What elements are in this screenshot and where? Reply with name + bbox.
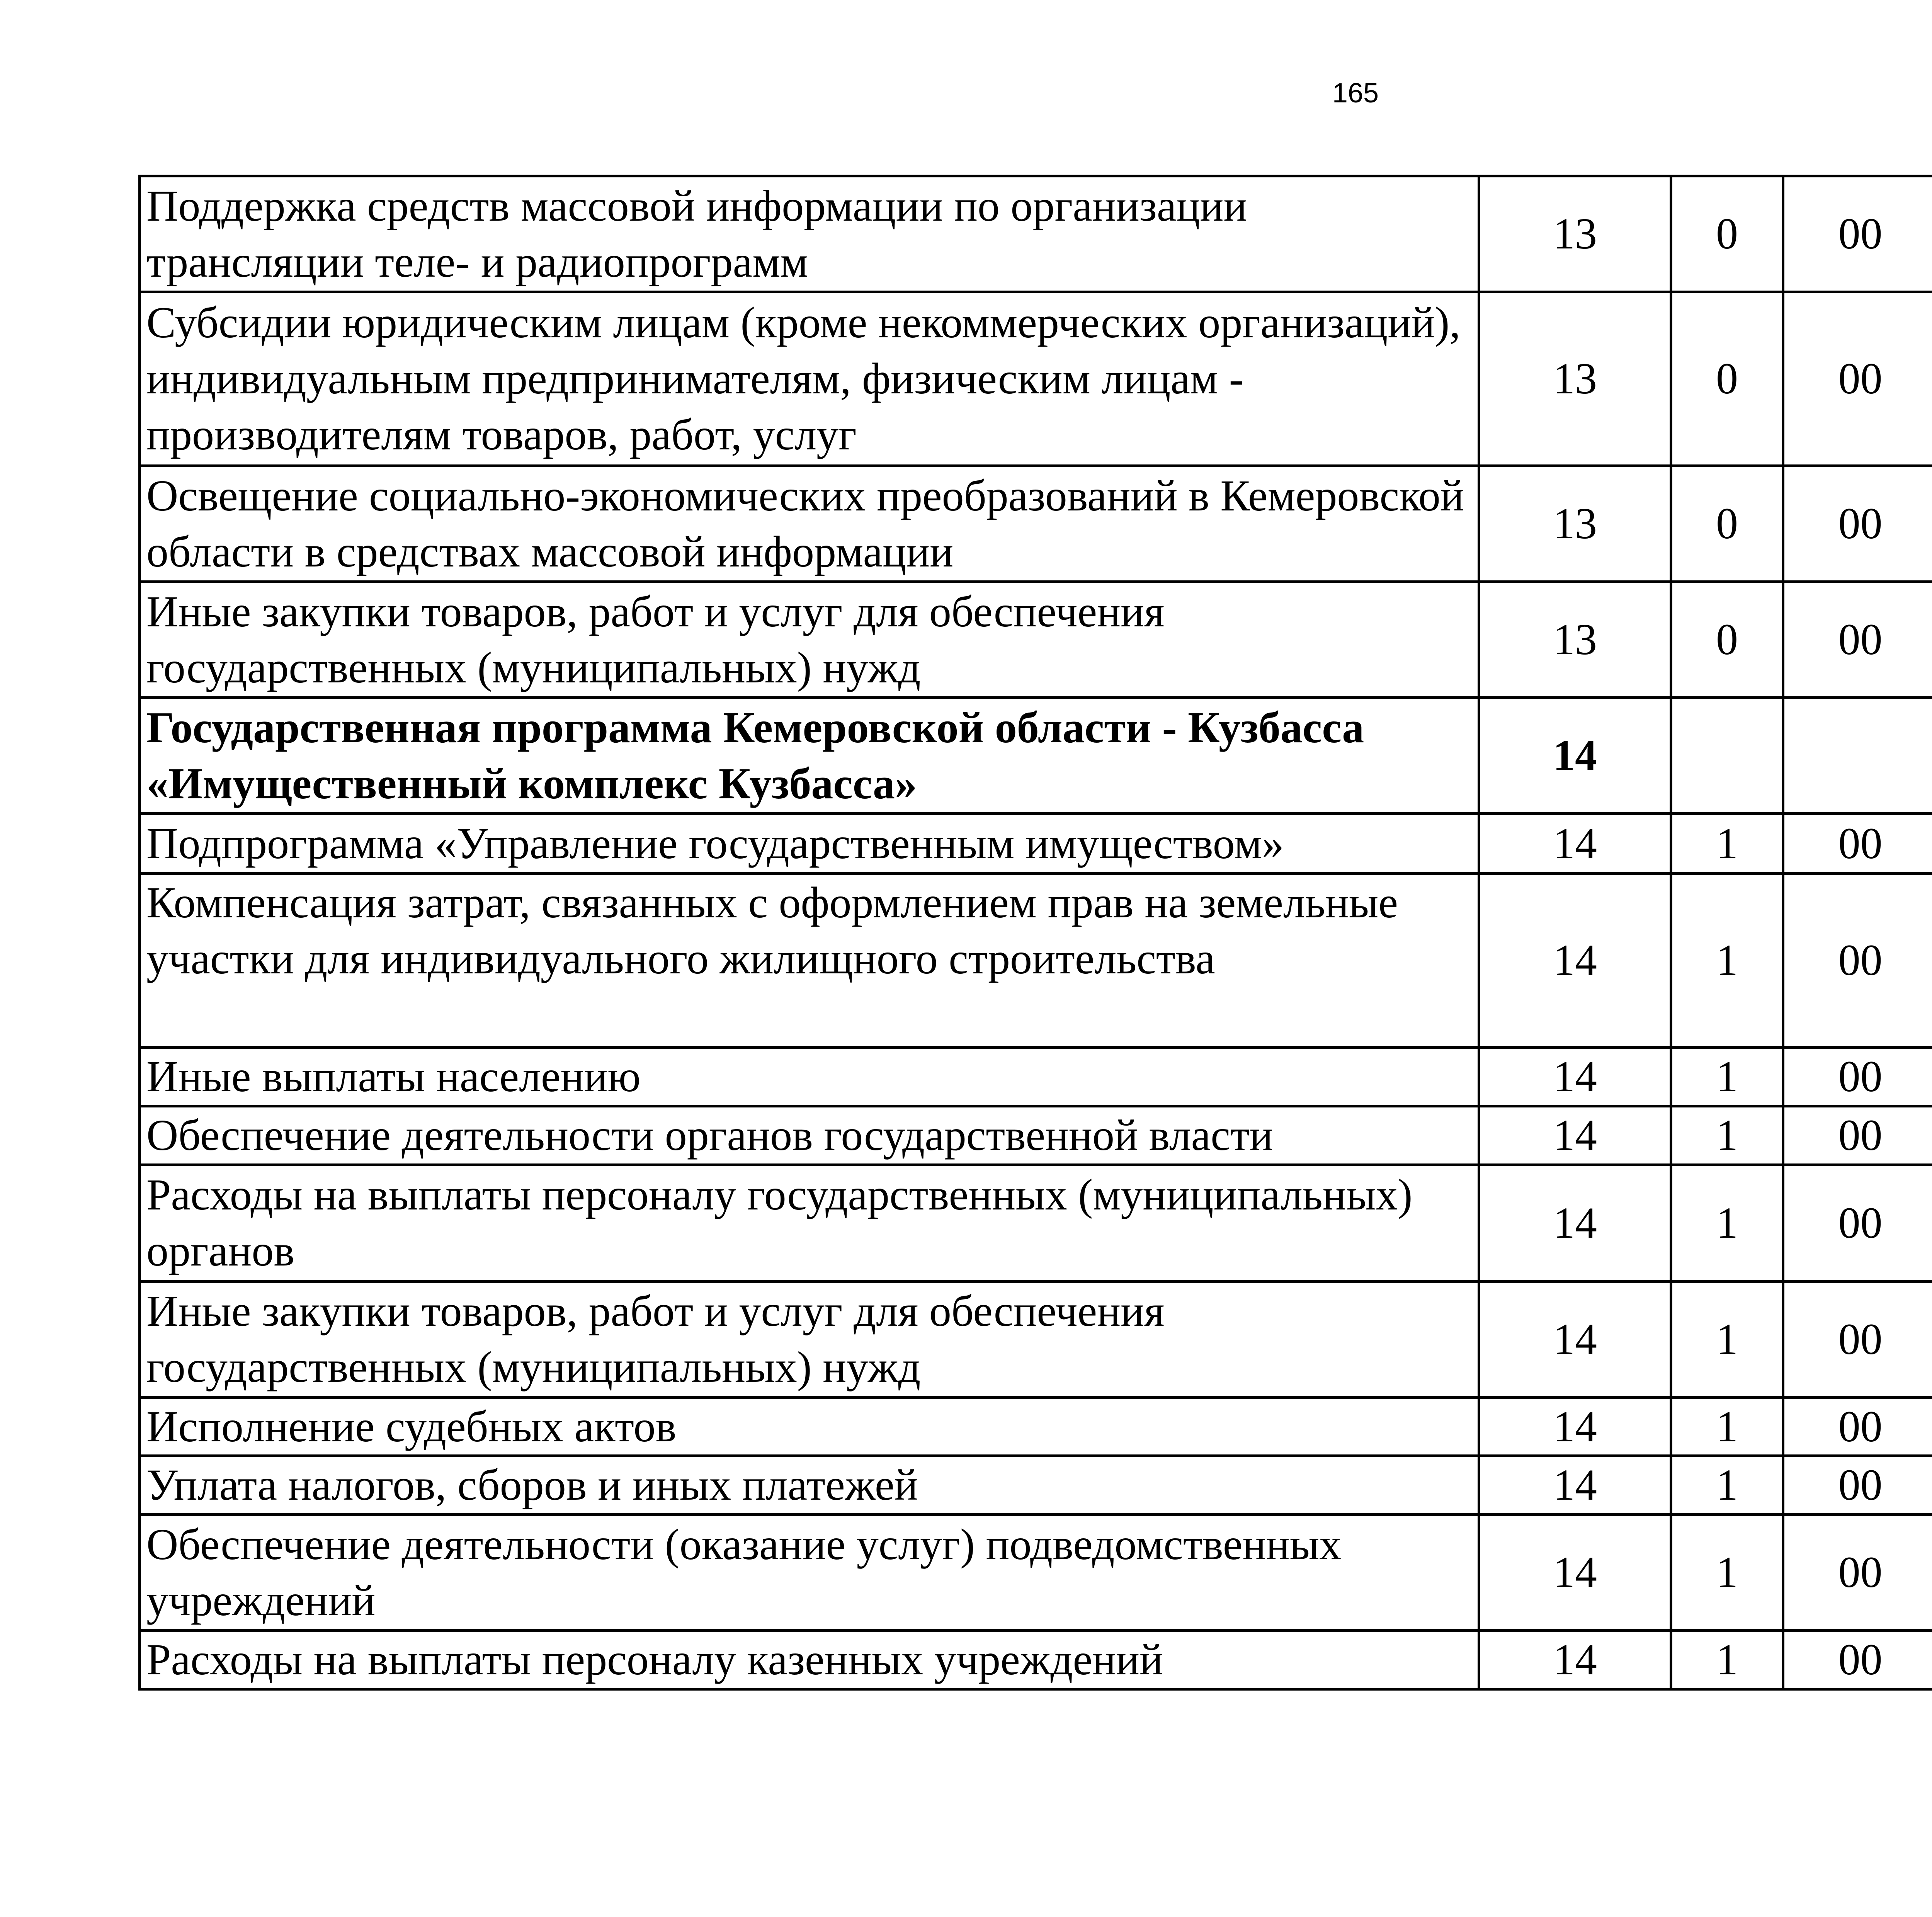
table-row xyxy=(140,1106,1932,1165)
subprogram-code: 1 xyxy=(1671,1165,1783,1281)
subprogram-code: 1 xyxy=(1671,1631,1783,1689)
row-name: Государственная программа Кемеровской области - Кузбасса «Имущественный комплекс Кузбасса» xyxy=(140,698,1479,814)
subprogram-code: 1 xyxy=(1671,874,1783,1048)
row-name: Поддержка средств массовой информации по организации трансляции теле- и радиопрограмм xyxy=(140,176,1479,292)
program-code: 14 xyxy=(1479,1397,1671,1456)
table-row xyxy=(140,292,1932,466)
main-activity-code: 00 xyxy=(1783,1165,1932,1281)
table-row xyxy=(140,1281,1932,1397)
main-activity-code: 00 xyxy=(1783,1281,1932,1397)
row-name: Освещение социально-экономических преобразований в Кемеровской области в средствах массовой информации xyxy=(140,466,1479,582)
program-code: 14 xyxy=(1479,874,1671,1048)
table-row xyxy=(140,698,1932,814)
row-name: Иные закупки товаров, работ и услуг для обеспечения государственных (муниципальных) нужд xyxy=(140,1281,1479,1397)
subprogram-code: 0 xyxy=(1671,292,1783,466)
subprogram-code: 0 xyxy=(1671,176,1783,292)
program-code: 14 xyxy=(1479,1456,1671,1515)
subprogram-code: 0 xyxy=(1671,582,1783,698)
program-code: 13 xyxy=(1479,176,1671,292)
main-activity-code: 00 xyxy=(1783,466,1932,582)
program-code: 14 xyxy=(1479,814,1671,874)
table-row xyxy=(140,1165,1932,1281)
table-row xyxy=(140,1048,1932,1106)
table-row xyxy=(140,814,1932,874)
row-name: Подпрограмма «Управление государственным имуществом» xyxy=(140,814,1479,874)
row-name: Субсидии юридическим лицам (кроме некоммерческих организаций), индивидуальным предпринимателям, физическим лицам - производителям товаров, работ, услуг xyxy=(140,292,1479,466)
main-activity-code: 00 xyxy=(1783,874,1932,1048)
subprogram-code: 1 xyxy=(1671,1456,1783,1515)
table-row xyxy=(140,176,1932,292)
row-name: Обеспечение деятельности (оказание услуг) подведомственных учреждений xyxy=(140,1515,1479,1631)
row-name: Уплата налогов, сборов и иных платежей xyxy=(140,1456,1479,1515)
program-code: 14 xyxy=(1479,1048,1671,1106)
table-row xyxy=(140,1515,1932,1631)
table-row xyxy=(140,466,1932,582)
subprogram-code: 1 xyxy=(1671,1515,1783,1631)
main-activity-code: 00 xyxy=(1783,1631,1932,1689)
table-row xyxy=(140,582,1932,698)
row-name: Иные выплаты населению xyxy=(140,1048,1479,1106)
program-code: 13 xyxy=(1479,466,1671,582)
subprogram-code xyxy=(1671,698,1783,814)
main-activity-code: 00 xyxy=(1783,1456,1932,1515)
table-row xyxy=(140,1631,1932,1689)
main-activity-code: 00 xyxy=(1783,1106,1932,1165)
table-row xyxy=(140,874,1932,1048)
row-name: Обеспечение деятельности органов государственной власти xyxy=(140,1106,1479,1165)
table-row xyxy=(140,1397,1932,1456)
row-name: Расходы на выплаты персоналу государственных (муниципальных) органов xyxy=(140,1165,1479,1281)
main-activity-code: 00 xyxy=(1783,582,1932,698)
program-code: 14 xyxy=(1479,1106,1671,1165)
row-name: Исполнение судебных актов xyxy=(140,1397,1479,1456)
row-name: Иные закупки товаров, работ и услуг для обеспечения государственных (муниципальных) нужд xyxy=(140,582,1479,698)
main-activity-code xyxy=(1783,698,1932,814)
row-name: Компенсация затрат, связанных с оформлением прав на земельные участки для индивидуального жилищного строительства xyxy=(140,874,1479,1048)
subprogram-code: 1 xyxy=(1671,1397,1783,1456)
subprogram-code: 1 xyxy=(1671,1048,1783,1106)
main-activity-code: 00 xyxy=(1783,292,1932,466)
row-name: Расходы на выплаты персоналу казенных учреждений xyxy=(140,1631,1479,1689)
program-code: 14 xyxy=(1479,698,1671,814)
main-activity-code: 00 xyxy=(1783,1515,1932,1631)
main-activity-code: 00 xyxy=(1783,814,1932,874)
program-code: 14 xyxy=(1479,1165,1671,1281)
main-activity-code: 00 xyxy=(1783,1397,1932,1456)
program-code: 14 xyxy=(1479,1631,1671,1689)
program-code: 14 xyxy=(1479,1281,1671,1397)
program-code: 14 xyxy=(1479,1515,1671,1631)
subprogram-code: 1 xyxy=(1671,814,1783,874)
table-row xyxy=(140,1456,1932,1515)
page-number: 165 xyxy=(1332,78,1379,109)
program-code: 13 xyxy=(1479,582,1671,698)
subprogram-code: 0 xyxy=(1671,466,1783,582)
program-code: 13 xyxy=(1479,292,1671,466)
subprogram-code: 1 xyxy=(1671,1106,1783,1165)
budget-table xyxy=(138,175,1932,1691)
main-activity-code: 00 xyxy=(1783,1048,1932,1106)
main-activity-code: 00 xyxy=(1783,176,1932,292)
subprogram-code: 1 xyxy=(1671,1281,1783,1397)
